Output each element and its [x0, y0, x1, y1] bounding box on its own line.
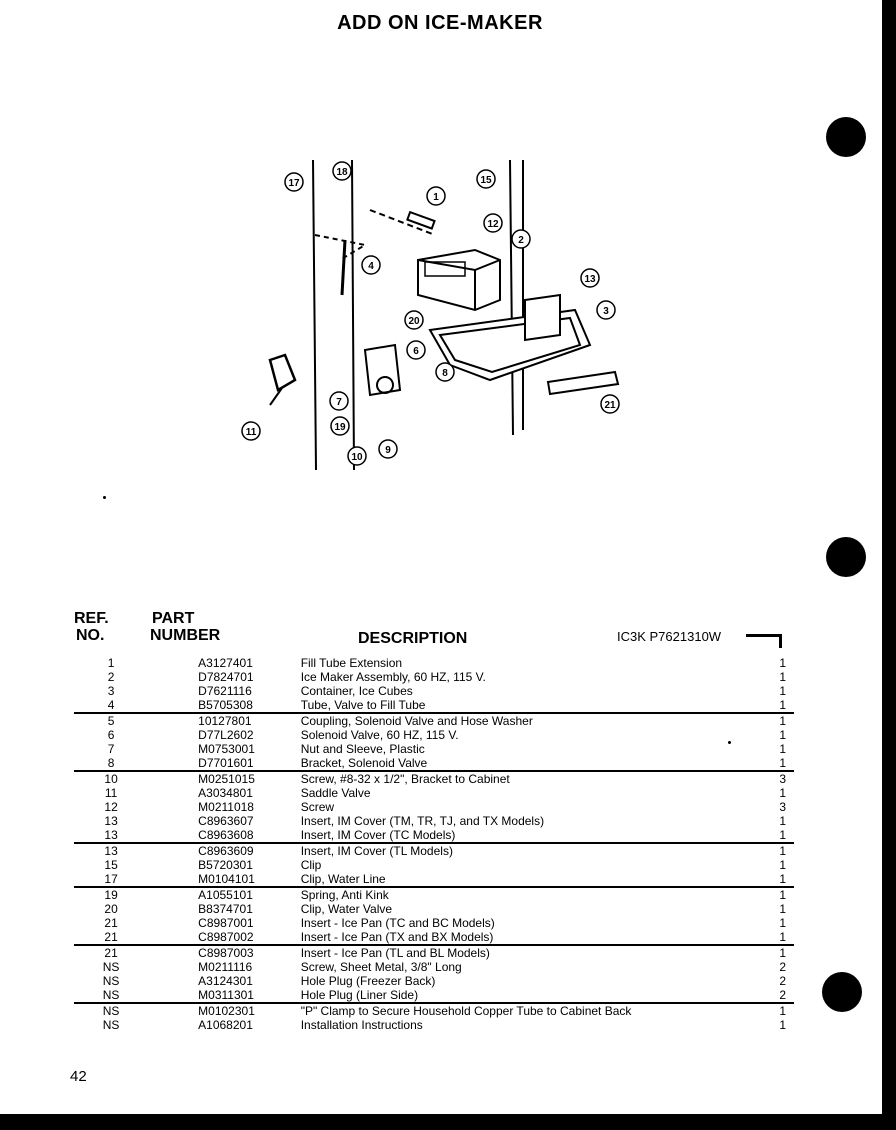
svg-text:8: 8 [442, 368, 448, 379]
svg-text:18: 18 [336, 167, 348, 178]
quantity-cell: 1 [779, 742, 786, 756]
ref-cell: 20 [104, 902, 118, 916]
part-number-cell: D7701601 [198, 756, 301, 771]
table-row [74, 988, 794, 1003]
ref-cell: 12 [104, 800, 118, 814]
scan-speck [103, 496, 106, 499]
table-row [74, 742, 794, 756]
part-number-cell: M0251015 [198, 772, 255, 786]
quantity-cell: 3 [779, 800, 786, 814]
ref-cell: 13 [104, 814, 118, 828]
cabinet-wall-line [352, 160, 354, 470]
ref-cell: 17 [74, 872, 198, 887]
table-row [74, 814, 794, 828]
model-bracket [746, 634, 782, 637]
quantity-cell: 1 [779, 670, 786, 684]
part-number-cell: A1068201 [198, 1018, 253, 1032]
part-number-cell: B8374701 [198, 902, 253, 916]
fill-tube-extension [370, 210, 435, 235]
ref-cell: 2 [107, 670, 115, 684]
ref-cell: 11 [104, 786, 118, 800]
ref-cell: NS [74, 988, 198, 1003]
ref-cell: 3 [107, 684, 115, 698]
ref-cell: 19 [104, 888, 118, 902]
part-number-cell: A3124301 [198, 974, 253, 988]
description-cell: Bracket, Solenoid Valve [301, 756, 718, 771]
ref-cell: NS [102, 960, 120, 974]
table-row [74, 656, 794, 670]
description-cell: Insert - Ice Pan (TL and BL Models) [300, 946, 490, 960]
part-number-cell: M0104101 [198, 872, 301, 887]
description-cell: Screw [300, 800, 335, 814]
quantity-cell: 1 [779, 656, 786, 670]
quantity-cell: 1 [779, 684, 786, 698]
header-ref-line1: REF. [74, 610, 109, 627]
quantity-cell: 1 [718, 872, 794, 887]
table-row [74, 1018, 794, 1032]
header-ref-line2: NO. [76, 627, 105, 644]
table-row [74, 828, 794, 843]
description-cell: Installation Instructions [300, 1018, 423, 1032]
quantity-cell: 2 [779, 974, 786, 988]
description-cell: Clip [300, 858, 322, 872]
svg-text:6: 6 [413, 346, 419, 357]
quantity-cell: 1 [718, 756, 794, 771]
ref-cell: 21 [104, 946, 118, 960]
quantity-cell: 1 [779, 916, 786, 930]
part-number-cell: D7824701 [198, 670, 254, 684]
svg-text:13: 13 [584, 274, 596, 285]
description-cell: Coupling, Solenoid Valve and Hose Washer [300, 714, 533, 728]
scan-right-border [882, 0, 896, 1130]
ice-pan-insert [548, 372, 618, 394]
table-row [74, 872, 794, 887]
quantity-cell: 1 [779, 728, 786, 742]
part-number-cell: C8963609 [198, 844, 254, 858]
svg-text:21: 21 [604, 400, 616, 411]
quantity-cell: 2 [718, 988, 794, 1003]
description-cell: Nut and Sleeve, Plastic [300, 742, 425, 756]
table-row [74, 1003, 794, 1018]
ref-cell: 15 [104, 858, 118, 872]
part-number-cell: A1055101 [198, 888, 253, 902]
guide-line [315, 235, 365, 260]
saddle-valve [270, 355, 295, 390]
svg-text:20: 20 [408, 316, 420, 327]
part-number-cell: C8987002 [198, 930, 301, 945]
binder-hole [826, 117, 866, 157]
part-number-cell: M0102301 [198, 1004, 255, 1018]
valve-tube [342, 240, 345, 295]
quantity-cell: 1 [718, 698, 794, 713]
table-row [74, 684, 794, 698]
quantity-cell: 1 [779, 714, 786, 728]
part-number-cell: C8963608 [198, 828, 301, 843]
quantity-cell: 1 [779, 844, 786, 858]
table-row [74, 974, 794, 988]
description-cell: Screw, Sheet Metal, 3/8" Long [300, 960, 462, 974]
description-cell: Screw, #8-32 x 1/2", Bracket to Cabinet [300, 772, 510, 786]
svg-text:10: 10 [351, 452, 363, 463]
header-model-number: IC3K P7621310W [617, 629, 722, 644]
page-title: ADD ON ICE-MAKER [337, 12, 543, 34]
part-number-cell: M0753001 [198, 742, 255, 756]
svg-text:19: 19 [334, 422, 346, 433]
quantity-cell: 1 [779, 1004, 786, 1018]
description-cell: Hole Plug (Liner Side) [301, 988, 718, 1003]
part-number-cell: C8987001 [198, 916, 254, 930]
description-cell: Spring, Anti Kink [300, 888, 389, 902]
quantity-cell: 1 [779, 888, 786, 902]
description-cell: Insert - Ice Pan (TX and BX Models) [301, 930, 718, 945]
ref-cell: NS [102, 1018, 120, 1032]
description-cell: Fill Tube Extension [300, 656, 403, 670]
table-row [74, 756, 794, 771]
ref-cell: 21 [104, 916, 118, 930]
table-row [74, 843, 794, 858]
table-row [74, 698, 794, 713]
header-description: DESCRIPTION [358, 630, 468, 647]
quantity-cell: 1 [779, 946, 786, 960]
description-cell: Insert, IM Cover (TM, TR, TJ, and TX Models) [300, 814, 545, 828]
solenoid-valve [365, 345, 400, 395]
quantity-cell: 1 [779, 902, 786, 916]
part-number-cell: 10127801 [198, 714, 252, 728]
ref-cell: NS [102, 974, 120, 988]
part-number-cell: C8963607 [198, 814, 254, 828]
description-cell: Saddle Valve [300, 786, 371, 800]
ref-cell: 10 [104, 772, 118, 786]
svg-text:1: 1 [433, 192, 439, 203]
part-number-cell: D7621116 [198, 684, 252, 698]
svg-text:17: 17 [288, 178, 300, 189]
solenoid-coil [377, 377, 393, 393]
parts-table [74, 656, 794, 1032]
quantity-cell: 1 [779, 814, 786, 828]
part-number-cell: C8987003 [198, 946, 254, 960]
part-number-cell: A3034801 [198, 786, 253, 800]
description-cell: Hole Plug (Freezer Back) [300, 974, 436, 988]
svg-text:3: 3 [603, 306, 609, 317]
part-number-cell: M0311301 [198, 988, 301, 1003]
binder-hole [822, 972, 862, 1012]
im-cover-insert [525, 295, 560, 340]
quantity-cell: 3 [779, 772, 786, 786]
table-row [74, 902, 794, 916]
description-cell: Insert, IM Cover (TC Models) [301, 828, 718, 843]
ref-cell: 6 [107, 728, 115, 742]
description-cell: Insert, IM Cover (TL Models) [300, 844, 453, 858]
description-cell: Solenoid Valve, 60 HZ, 115 V. [300, 728, 459, 742]
svg-text:7: 7 [336, 397, 342, 408]
table-row [74, 887, 794, 902]
ref-cell: 13 [104, 844, 118, 858]
description-cell: Ice Maker Assembly, 60 HZ, 115 V. [300, 670, 486, 684]
table-row [74, 945, 794, 960]
table-row [74, 670, 794, 684]
ref-cell: 1 [107, 656, 115, 670]
table-row [74, 960, 794, 974]
ref-cell: NS [102, 1004, 120, 1018]
quantity-cell: 1 [779, 858, 786, 872]
description-cell: Container, Ice Cubes [300, 684, 413, 698]
part-number-cell: B5720301 [198, 858, 253, 872]
quantity-cell: 2 [779, 960, 786, 974]
table-row [74, 930, 794, 945]
table-row [74, 858, 794, 872]
page-number: 42 [70, 1068, 87, 1085]
table-row [74, 800, 794, 814]
ref-cell: 13 [74, 828, 198, 843]
part-number-cell: B5705308 [198, 698, 301, 713]
table-row [74, 786, 794, 800]
part-number-cell: M0211116 [198, 960, 253, 974]
svg-text:4: 4 [368, 261, 374, 272]
ref-cell: 4 [74, 698, 198, 713]
description-cell: Tube, Valve to Fill Tube [301, 698, 718, 713]
quantity-cell: 1 [779, 1018, 786, 1032]
ref-cell: 7 [107, 742, 115, 756]
model-bracket [779, 634, 782, 648]
svg-text:11: 11 [245, 427, 257, 438]
svg-text:9: 9 [385, 445, 391, 456]
leader-line [270, 388, 282, 405]
ref-cell: 5 [107, 714, 115, 728]
scan-bottom-border [0, 1114, 896, 1130]
cabinet-wall-line [313, 160, 316, 470]
table-row [74, 916, 794, 930]
description-cell: "P" Clamp to Secure Household Copper Tube to Cabinet Back [300, 1004, 632, 1018]
ice-maker-assembly [418, 250, 500, 310]
cabinet-wall-line [510, 160, 513, 435]
part-number-cell: D77L2602 [198, 728, 254, 742]
svg-text:15: 15 [480, 175, 492, 186]
table-row [74, 771, 794, 786]
table-row [74, 728, 794, 742]
description-cell: Clip, Water Valve [300, 902, 393, 916]
svg-text:2: 2 [518, 235, 524, 246]
header-part-line1: PART [152, 610, 195, 627]
quantity-cell: 1 [779, 786, 786, 800]
description-cell: Insert - Ice Pan (TC and BC Models) [300, 916, 495, 930]
ref-cell: 21 [74, 930, 198, 945]
table-row [74, 713, 794, 728]
binder-hole [826, 537, 866, 577]
description-cell: Clip, Water Line [301, 872, 718, 887]
quantity-cell: 1 [718, 930, 794, 945]
part-number-cell: A3127401 [198, 656, 253, 670]
header-part-line2: NUMBER [150, 627, 221, 644]
svg-text:12: 12 [487, 219, 499, 230]
quantity-cell: 1 [718, 828, 794, 843]
exploded-parts-diagram [230, 150, 650, 480]
part-number-cell: M0211018 [198, 800, 254, 814]
ref-cell: 8 [74, 756, 198, 771]
